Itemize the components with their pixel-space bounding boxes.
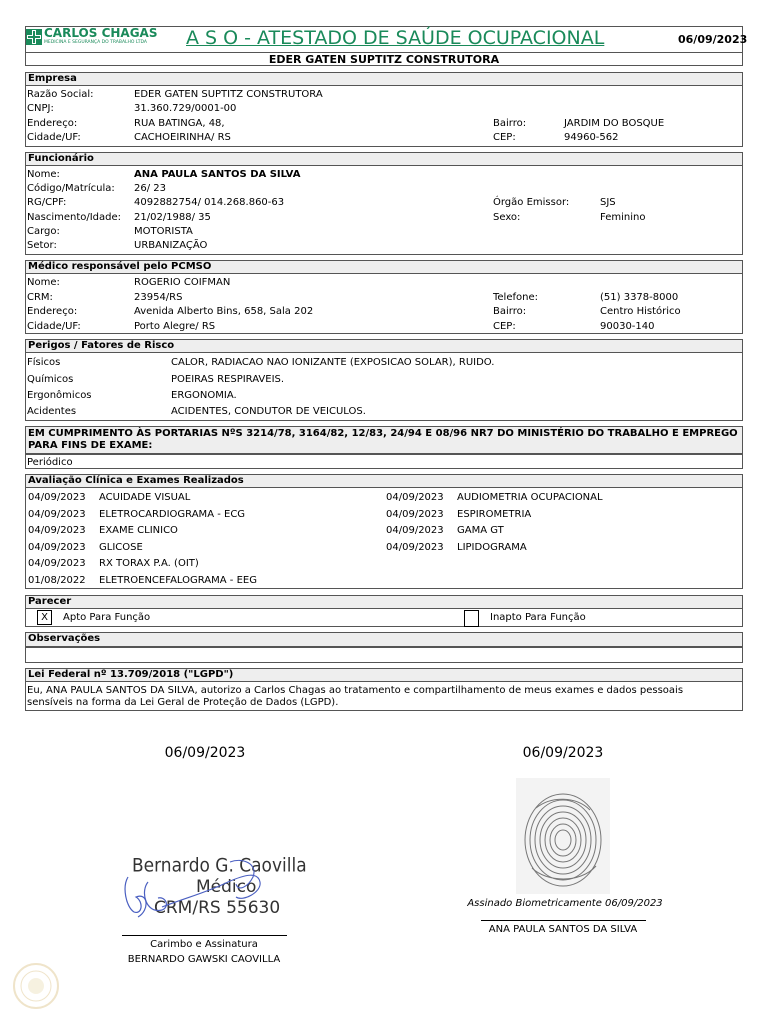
left-caption-2: BERNARDO GAWSKI CAOVILLA xyxy=(127,954,281,965)
exam-date: 04/09/2023 xyxy=(386,509,444,520)
company-header: EDER GATEN SUPTITZ CONSTRUTORA xyxy=(25,52,743,66)
medico-endereco-value: Avenida Alberto Bins, 658, Sala 202 xyxy=(134,306,314,317)
section-riscos-heading: Perigos / Fatores de Risco xyxy=(25,339,743,353)
exam-name: ESPIROMETRIA xyxy=(457,509,532,520)
exam-date: 04/09/2023 xyxy=(386,525,444,536)
exam-date: 01/08/2022 xyxy=(28,575,86,586)
medico-nome-value: ROGERIO COIFMAN xyxy=(134,277,231,288)
section-portarias-heading: EM CUMPRIMENTO ÀS PORTARIAS NºS 3214/78, 3164/82, 12/83, 24/94 E 08/96 NR7 DO MINISTÉRIO DO TRABALHO E EMPREGO PARA FINS DE EXAME: xyxy=(25,426,743,454)
exam-date: 04/09/2023 xyxy=(28,525,86,536)
risco-value: POEIRAS RESPIRAVEIS. xyxy=(171,374,285,385)
exam-date: 04/09/2023 xyxy=(28,558,86,569)
medico-cidade-label: Cidade/UF: xyxy=(27,321,81,332)
nasc-label: Nascimento/Idade: xyxy=(27,212,122,223)
fingerprint-image xyxy=(516,778,610,894)
section-empresa-box xyxy=(25,85,743,147)
section-exames-heading: Avaliação Clínica e Exames Realizados xyxy=(25,474,743,488)
cidade-label: Cidade/UF: xyxy=(27,132,81,143)
risco-value: ACIDENTES, CONDUTOR DE VEICULOS. xyxy=(171,406,366,417)
exam-date: 04/09/2023 xyxy=(28,542,86,553)
right-signature-line xyxy=(481,920,646,921)
rg-label: RG/CPF: xyxy=(27,197,67,208)
cnpj-label: CNPJ: xyxy=(27,103,54,114)
exam-name: RX TORAX P.A. (OIT) xyxy=(99,558,199,569)
risco-label: Físicos xyxy=(27,357,61,368)
func-nome-value: ANA PAULA SANTOS DA SILVA xyxy=(134,169,301,180)
risco-label: Acidentes xyxy=(27,406,77,417)
section-parecer-heading: Parecer xyxy=(25,595,743,609)
observacoes-box xyxy=(25,647,743,663)
section-funcionario-heading: Funcionário xyxy=(25,152,743,166)
razao-label: Razão Social: xyxy=(27,89,94,100)
lgpd-text-line2: sensíveis na forma da Lei Geral de Proteção de Dados (LGPD). xyxy=(27,697,339,708)
risco-value: CALOR, RADIACAO NAO IONIZANTE (EXPOSICAO SOLAR), RUIDO. xyxy=(171,357,495,368)
lgpd-text-line1: Eu, ANA PAULA SANTOS DA SILVA, autorizo a Carlos Chagas ao tratamento e compartilhamento de meus exames e dados pessoais xyxy=(27,685,684,696)
crm-label: CRM: xyxy=(27,292,53,303)
rg-value: 4092882754/ 014.268.860-63 xyxy=(134,197,285,208)
orgao-label: Órgão Emissor: xyxy=(493,197,570,208)
nasc-value: 21/02/1988/ 35 xyxy=(134,212,211,223)
section-funcionario-box xyxy=(25,165,743,255)
logo-tagline: MEDICINA E SEGURANÇA DO TRABALHO LTDA xyxy=(44,40,147,45)
handwritten-signature-icon xyxy=(118,852,298,927)
medico-endereco-label: Endereço: xyxy=(27,306,78,317)
company-logo xyxy=(26,26,158,50)
document-title: A S O - ATESTADO DE SAÚDE OCUPACIONAL xyxy=(186,27,605,49)
exam-name: AUDIOMETRIA OCUPACIONAL xyxy=(457,492,603,503)
cnpj-value: 31.360.729/0001-00 xyxy=(134,103,237,114)
razao-value: EDER GATEN SUPTITZ CONSTRUTORA xyxy=(134,89,323,100)
endereco-label: Endereço: xyxy=(27,118,78,129)
medico-cep-value: 90030-140 xyxy=(600,321,655,332)
sexo-label: Sexo: xyxy=(493,212,521,223)
section-medico-heading: Médico responsável pelo PCMSO xyxy=(25,260,743,274)
risco-label: Químicos xyxy=(27,374,74,385)
risco-value: ERGONOMIA. xyxy=(171,390,237,401)
exam-name: ELETROCARDIOGRAMA - ECG xyxy=(99,509,246,520)
cidade-value: CACHOEIRINHA/ RS xyxy=(134,132,231,143)
seal-watermark-icon xyxy=(12,962,60,1010)
cep-label: CEP: xyxy=(493,132,516,143)
cross-logo-icon xyxy=(26,29,42,45)
exam-name: ELETROENCEFALOGRAMA - EEG xyxy=(99,575,257,586)
codigo-label: Código/Matrícula: xyxy=(27,183,115,194)
bairro-value: JARDIM DO BOSQUE xyxy=(564,118,665,129)
medico-bairro-label: Bairro: xyxy=(493,306,527,317)
left-caption-1: Carimbo e Assinatura xyxy=(150,939,258,950)
medico-cep-label: CEP: xyxy=(493,321,516,332)
left-signature-line xyxy=(122,935,287,936)
medico-bairro-value: Centro Histórico xyxy=(600,306,681,317)
func-nome-label: Nome: xyxy=(27,169,60,180)
endereco-value: RUA BATINGA, 48, xyxy=(134,118,225,129)
exam-date: 04/09/2023 xyxy=(28,509,86,520)
bairro-label: Bairro: xyxy=(493,118,527,129)
orgao-value: SJS xyxy=(600,197,616,208)
medico-nome-label: Nome: xyxy=(27,277,60,288)
fingerprint-icon xyxy=(516,778,610,894)
exam-date: 04/09/2023 xyxy=(386,542,444,553)
right-signature-date: 06/09/2023 xyxy=(522,745,604,761)
exam-name: GAMA GT xyxy=(457,525,504,536)
section-observacoes-heading: Observações xyxy=(25,632,743,647)
telefone-label: Telefone: xyxy=(493,292,538,303)
codigo-value: 26/ 23 xyxy=(134,183,166,194)
exam-name: EXAME CLINICO xyxy=(99,525,178,536)
apto-checkbox[interactable]: X xyxy=(37,610,52,625)
section-portarias-box xyxy=(25,454,743,469)
section-empresa-heading: Empresa xyxy=(25,72,743,86)
sexo-value: Feminino xyxy=(600,212,646,223)
right-caption: ANA PAULA SANTOS DA SILVA xyxy=(488,924,638,935)
setor-value: URBANIZAÇÃO xyxy=(134,240,208,251)
stamp-name: Bernardo G. Caovilla xyxy=(132,855,307,877)
logo-name: CARLOS CHAGAS xyxy=(44,26,158,40)
inapto-label: Inapto Para Função xyxy=(490,612,586,623)
biometric-note: Assinado Biometricamente 06/09/2023 xyxy=(467,898,663,909)
setor-label: Setor: xyxy=(27,240,57,251)
left-signature-date: 06/09/2023 xyxy=(164,745,246,761)
exam-name: LIPIDOGRAMA xyxy=(457,542,527,553)
tipo-exame-value: Periódico xyxy=(27,457,73,468)
stamp-title: Médico xyxy=(196,877,257,897)
stamp-crm: CRM/RS 55630 xyxy=(154,898,281,918)
risco-label: Ergonômicos xyxy=(27,390,92,401)
exam-date: 04/09/2023 xyxy=(386,492,444,503)
apto-label: Apto Para Função xyxy=(63,612,151,623)
exam-date: 04/09/2023 xyxy=(28,492,86,503)
telefone-value: (51) 3378-8000 xyxy=(600,292,679,303)
exam-name: GLICOSE xyxy=(99,542,143,553)
doctor-stamp xyxy=(118,852,307,927)
cep-value: 94960-562 xyxy=(564,132,619,143)
document-date: 06/09/2023 xyxy=(678,33,748,46)
medico-cidade-value: Porto Alegre/ RS xyxy=(134,321,216,332)
inapto-checkbox[interactable] xyxy=(464,610,479,627)
cargo-value: MOTORISTA xyxy=(134,226,193,237)
crm-value: 23954/RS xyxy=(134,292,183,303)
cargo-label: Cargo: xyxy=(27,226,60,237)
exam-name: ACUIDADE VISUAL xyxy=(99,492,191,503)
section-lgpd-heading: Lei Federal nº 13.709/2018 ("LGPD") xyxy=(25,668,743,682)
